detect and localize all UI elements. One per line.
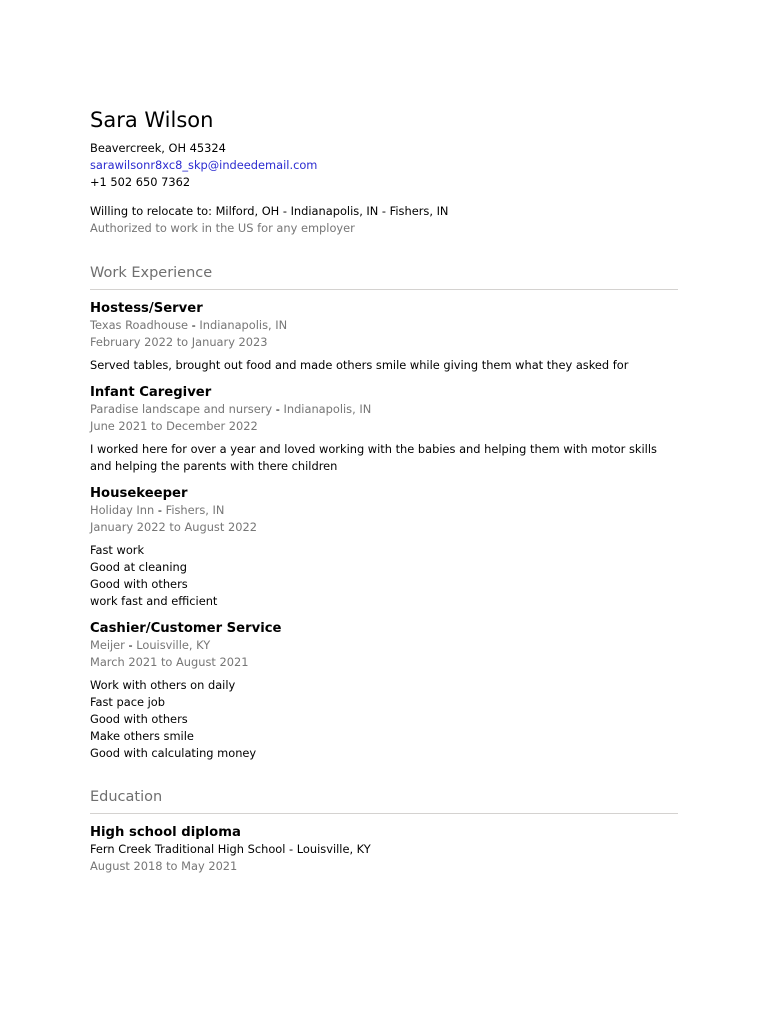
work-experience-heading: Work Experience (90, 263, 678, 290)
job-title: Hostess/Server (90, 301, 203, 316)
job-title: Housekeeper (90, 486, 188, 501)
job-title: Cashier/Customer Service (90, 621, 282, 636)
description-line: Make others smile (90, 729, 194, 743)
candidate-email-link[interactable]: sarawilsonr8xc8_skp@indeedemail.com (90, 158, 318, 172)
job-title: Infant Caregiver (90, 385, 212, 400)
resume (90, 106, 678, 875)
job-company: Texas Roadhouse (90, 318, 189, 332)
relocation-preference: Willing to relocate to: Milford, OH - Indianapolis, IN - Fishers, IN (90, 204, 449, 218)
candidate-location: Beavercreek, OH 45324 (90, 141, 226, 155)
job-employer (90, 317, 678, 334)
job-location: Fishers, IN (165, 503, 225, 517)
school-name: Fern Creek Traditional High School - Louisville, KY (90, 842, 371, 856)
job-entry (90, 620, 678, 762)
job-dates: February 2022 to January 2023 (90, 335, 268, 349)
degree-title: High school diploma (90, 825, 241, 840)
job-dates: June 2021 to December 2022 (90, 419, 258, 433)
job-description (90, 542, 678, 610)
separator: - (272, 402, 284, 416)
job-employer (90, 637, 678, 654)
description-line: Good with calculating money (90, 746, 257, 760)
job-dates: January 2022 to August 2022 (90, 520, 257, 534)
job-employer (90, 401, 678, 418)
separator: - (154, 503, 166, 517)
education-entry (90, 824, 678, 875)
job-description (90, 357, 678, 374)
job-company: Holiday Inn (90, 503, 155, 517)
work-authorization: Authorized to work in the US for any employer (90, 221, 355, 235)
description-line: Fast pace job (90, 695, 165, 709)
education-dates: August 2018 to May 2021 (90, 859, 238, 873)
job-description (90, 677, 678, 762)
description-line: Good at cleaning (90, 560, 187, 574)
work-experience-list (90, 300, 678, 762)
description-line: I worked here for over a year and loved working with the babies and helping them with motor skills and helping the parents with there children (90, 442, 657, 473)
job-dates: March 2021 to August 2021 (90, 655, 249, 669)
description-line: Work with others on daily (90, 678, 236, 692)
job-location: Louisville, KY (136, 638, 211, 652)
job-entry (90, 485, 678, 610)
description-line: work fast and efficient (90, 594, 218, 608)
candidate-name: Sara Wilson (90, 108, 214, 132)
separator: - (124, 638, 137, 652)
job-description (90, 441, 678, 475)
job-location: Indianapolis, IN (283, 402, 372, 416)
job-employer (90, 502, 678, 519)
description-line: Served tables, brought out food and made others smile while giving them what they asked for (90, 358, 629, 372)
job-entry (90, 300, 678, 374)
job-company: Meijer (90, 638, 125, 652)
job-company: Paradise landscape and nursery (90, 402, 273, 416)
description-line: Fast work (90, 543, 145, 557)
education-heading: Education (90, 787, 678, 814)
job-location: Indianapolis, IN (199, 318, 288, 332)
job-entry (90, 384, 678, 475)
description-line: Good with others (90, 577, 188, 591)
candidate-phone: +1 502 650 7362 (90, 175, 191, 189)
description-line: Good with others (90, 712, 188, 726)
separator: - (188, 318, 200, 332)
